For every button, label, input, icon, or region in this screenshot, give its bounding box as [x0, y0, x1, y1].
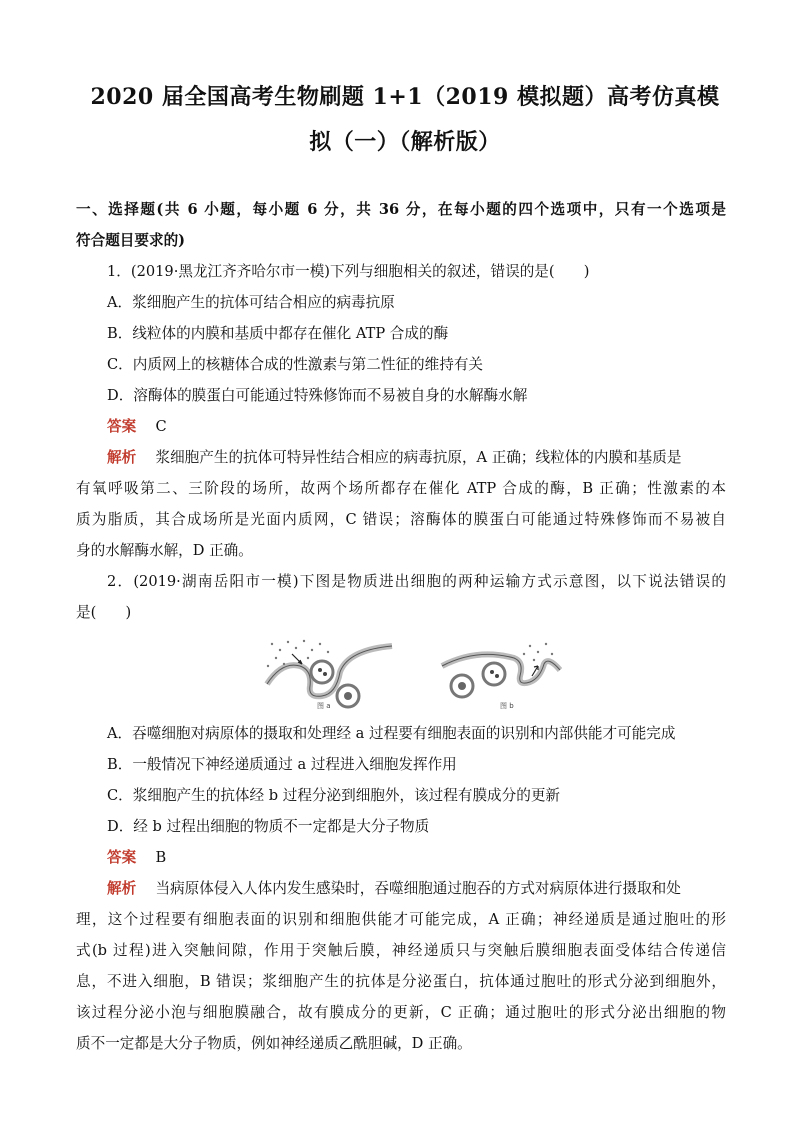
q1-analysis-line-3: 质为脂质，其合成场所是光面内质网，C 错误；溶酶体的膜蛋白可能通过特殊修饰而不易被自	[76, 511, 726, 528]
q2-analysis-line-6: 质不一定都是大分子物质，例如神经递质乙酰胆碱，D 正确。	[76, 1035, 472, 1052]
q2-option-b: B．一般情况下神经递质通过 a 过程进入细胞发挥作用	[107, 756, 457, 773]
section-heading-line-1: 一、选择题(共 6 小题，每小题 6 分，共 36 分，在每小题的四个选项中，只有一个选项是	[76, 201, 726, 218]
q2-analysis-line-3: 式(b 过程)进入突触间隙，作用于突触后膜，神经递质只与突触后膜细胞表面受体结合传递信	[76, 942, 726, 959]
q1-answer-label: 答案	[107, 418, 137, 435]
document-title-line-2: 拟（一）（解析版）	[309, 129, 501, 155]
q2-answer	[107, 848, 757, 868]
q1-analysis-text-1: 浆细胞产生的抗体可特异性结合相应的病毒抗原，A 正确；线粒体的内膜和基质是	[155, 449, 682, 466]
q1-answer	[107, 417, 757, 437]
q1-option-b: B．线粒体的内膜和基质中都存在催化 ATP 合成的酶	[107, 325, 449, 342]
section-heading-line-2: 符合题目要求的)	[76, 232, 186, 249]
figure-b-exocytosis	[442, 654, 560, 697]
q2-analysis-line-5: 该过程分泌小泡与细胞膜融合，故有膜成分的更新，C 正确；通过胞吐的形式分泌出细胞的物	[76, 1004, 726, 1021]
q1-analysis-label: 解析	[107, 449, 137, 466]
figure-a-label: 图 a	[317, 702, 331, 710]
q1-analysis-line-2: 有氧呼吸第二、三阶段的场所，故两个场所都存在催化 ATP 合成的酶，B 正确；性激素的本	[76, 480, 726, 497]
q2-stem-line-1: 2．(2019·湖南岳阳市一模)下图是物质进出细胞的两种运输方式示意图，以下说法错误的	[107, 573, 726, 590]
q1-option-c: C．内质网上的核糖体合成的性激素与第二性征的维持有关	[107, 356, 484, 373]
q2-answer-label: 答案	[107, 849, 137, 866]
transport-figure	[262, 636, 562, 710]
q1-answer-value: C	[155, 418, 167, 435]
q1-option-d: D．溶酶体的膜蛋白可能通过特殊修饰而不易被自身的水解酶水解	[107, 387, 528, 404]
q2-analysis-text-1: 当病原体侵入人体内发生感染时，吞噬细胞通过胞吞的方式对病原体进行摄取和处	[155, 880, 681, 897]
q2-analysis-line-4: 息，不进入细胞，B 错误；浆细胞产生的抗体是分泌蛋白，抗体通过胞吐的形式分泌到细胞外，	[76, 973, 726, 990]
q1-analysis-line-1	[107, 448, 726, 468]
q2-stem-line-2: 是( )	[76, 604, 132, 621]
document-title-line-1: 2020 届全国高考生物刷题 1+1（2019 模拟题）高考仿真模	[90, 84, 720, 110]
q2-analysis-line-1	[107, 879, 726, 899]
q1-analysis-line-4: 身的水解酶水解，D 正确。	[76, 542, 253, 559]
q2-answer-value: B	[155, 849, 167, 866]
figure-b-label: 图 b	[500, 702, 514, 710]
q2-option-c: C．浆细胞产生的抗体经 b 过程分泌到细胞外，该过程有膜成分的更新	[107, 787, 561, 804]
q2-option-d: D．经 b 过程出细胞的物质不一定都是大分子物质	[107, 818, 430, 835]
figure-a-endocytosis	[267, 646, 392, 707]
q1-stem: 1．(2019·黑龙江齐齐哈尔市一模)下列与细胞相关的叙述，错误的是( )	[107, 263, 590, 280]
q1-option-a: A．浆细胞产生的抗体可结合相应的病毒抗原	[107, 294, 395, 311]
q2-analysis-label: 解析	[107, 880, 137, 897]
q2-option-a: A．吞噬细胞对病原体的摄取和处理经 a 过程要有细胞表面的识别和内部供能才可能完成	[107, 725, 676, 742]
q2-analysis-line-2: 理，这个过程要有细胞表面的识别和细胞供能才可能完成，A 正确；神经递质是通过胞吐的形	[76, 911, 726, 928]
